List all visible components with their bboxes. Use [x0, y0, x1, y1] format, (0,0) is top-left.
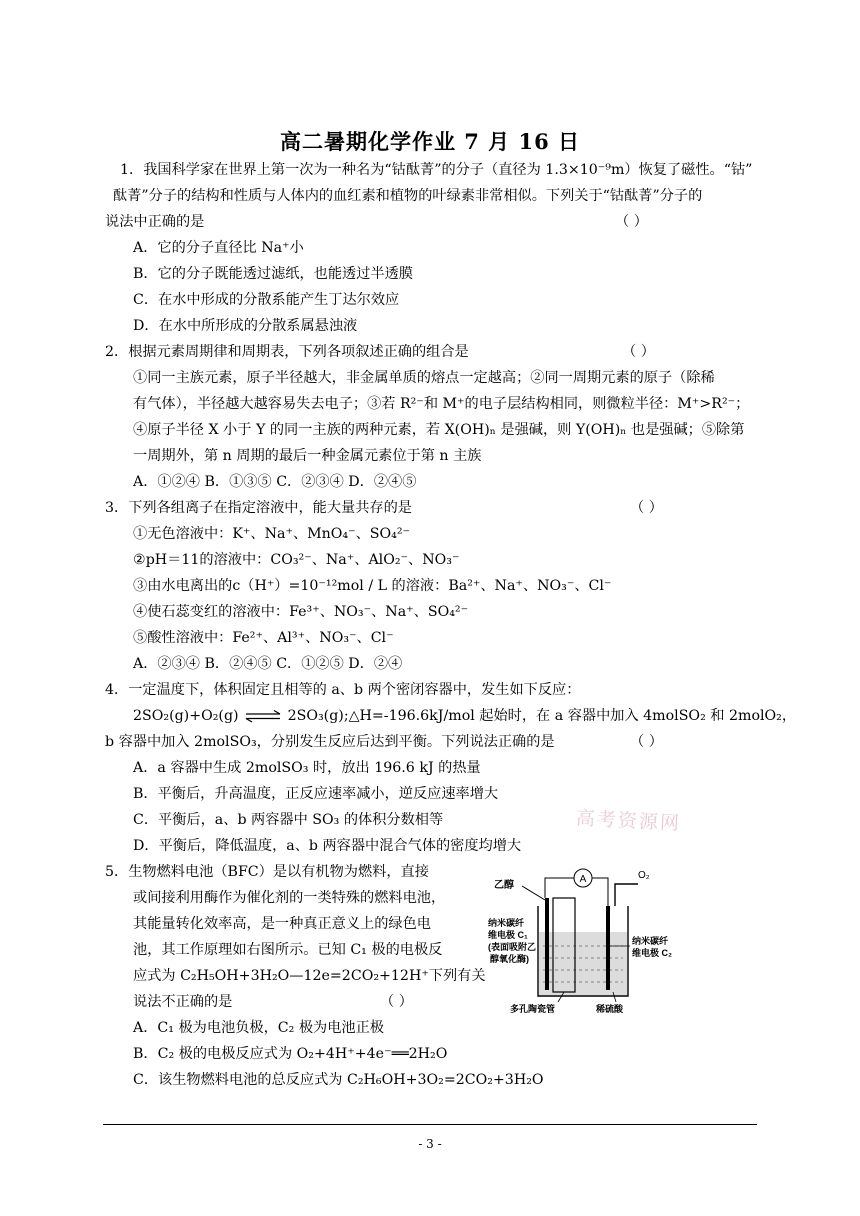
- q3-options: A．②③④ B．②④⑤ C．①②⑤ D．②④: [133, 656, 403, 672]
- q5-option-a: A．C₁ 极为电池负极，C₂ 极为电池正极: [133, 1020, 384, 1036]
- q4-option-d: D．平衡后，降低温度，a、b 两容器中混合气体的密度均增大: [133, 838, 522, 854]
- q5-line-5: 应式为 C₂H₅OH+3H₂O—12e=2CO₂+12H⁺下列有关: [133, 968, 486, 984]
- c2-label-line-1: 纳米碳纤: [632, 936, 669, 946]
- q4-line-1: 4．一定温度下，体积固定且相等的 a、b 两个密闭容器中，发生如下反应：: [105, 682, 581, 698]
- q5-option-b: B．C₂ 极的电极反应式为 O₂+4H⁺+4e⁻══2H₂O: [133, 1046, 448, 1062]
- porous-tube-label: 多孔陶瓷管: [510, 1004, 556, 1014]
- c2-label-line-2: 维电极 C₂: [632, 948, 672, 958]
- watermark: 高考资源网: [575, 807, 682, 835]
- q3-line-1: 3．下列各组离子在指定溶液中，能大量共存的是: [105, 500, 412, 516]
- c1-label-line-4: 醇氧化酶): [490, 954, 529, 964]
- q4-line-3: b 容器中加入 2molSO₃，分别发生反应后达到平衡。下列说法正确的是: [105, 734, 555, 750]
- q1-option-d: D．在水中所形成的分散系属悬浊液: [133, 318, 358, 334]
- q4-answer-paren: （ ）: [630, 734, 663, 750]
- q3-case-2: ②pH＝11的溶液中：CO₃²⁻、Na⁺、AlO₂⁻、NO₃⁻: [133, 552, 460, 568]
- q3-case-4: ④使石蕊变红的溶液中：Fe³⁺、NO₃⁻、Na⁺、SO₄²⁻: [133, 604, 469, 620]
- q1-line-2: 酞菁”分子的结构和性质与人体内的血红素和植物的叶绿素非常相似。下列关于“钴酞菁”分子的: [113, 188, 703, 204]
- q1-line-1: 1．我国科学家在世界上第一次为一种名为“钴酞菁”的分子（直径为 1.3×10⁻⁹m）恢复了磁性。“钴”: [120, 162, 753, 178]
- q5-answer-paren: （ ）: [380, 994, 413, 1010]
- q2-line-1: 2．根据元素周期律和周期表，下列各项叙述正确的组合是: [105, 344, 469, 360]
- q5-option-c: C．该生物燃料电池的总反应式为 C₂H₆OH+3O₂=2CO₂+3H₂O: [133, 1072, 544, 1088]
- q2-statement-1: ①同一主族元素，原子半径越大，非金属单质的熔点一定越高；②同一周期元素的原子（除稀: [133, 370, 715, 386]
- q1-option-a: A．它的分子直径比 Na⁺小: [133, 240, 304, 256]
- q5-line-4: 池，其工作原理如右图所示。已知 C₁ 极的电极反: [133, 942, 443, 958]
- page-title: 高二暑期化学作业 7 月 16 日: [279, 129, 581, 154]
- dilute-acid-label: 稀硫酸: [596, 1004, 624, 1014]
- equilibrium-arrow-icon: [243, 709, 283, 723]
- q1-line-3: 说法中正确的是: [105, 214, 205, 230]
- ammeter-label: A: [579, 874, 587, 885]
- q2-statement-4: 一周期外，第 n 周期的最后一种金属元素位于第 n 主族: [133, 448, 482, 464]
- q5-line-3: 其能量转化效率高，是一种真正意义上的绿色电: [133, 916, 431, 932]
- q3-answer-paren: （ ）: [630, 500, 663, 516]
- q4-option-c: C．平衡后，a、b 两容器中 SO₃ 的体积分数相等: [133, 812, 444, 828]
- footer-divider: [103, 1124, 757, 1125]
- q3-case-1: ①无色溶液中：K⁺、Na⁺、MnO₄⁻、SO₄²⁻: [133, 526, 411, 542]
- q2-statement-2: 有气体），半径越大越容易失去电子；③若 R²⁻和 M⁺的电子层结构相同，则微粒半径：M⁺>R²⁻；: [133, 396, 750, 412]
- q3-case-3: ③由水电离出的c（H⁺）=10⁻¹²mol / L 的溶液：Ba²⁺、Na⁺、NO₃⁻、Cl⁻: [133, 578, 612, 594]
- q4-option-b: B．平衡后，升高温度，正反应速率减小，逆反应速率增大: [133, 786, 499, 802]
- q2-options: A．①②④ B．①③⑤ C．②③④ D．②④⑤: [133, 474, 417, 490]
- c1-label-line-1: 纳米碳纤: [488, 918, 525, 928]
- q5-line-1: 5．生物燃料电池（BFC）是以有机物为燃料，直接: [105, 864, 429, 880]
- q1-answer-paren: （ ）: [615, 214, 648, 230]
- q2-statement-3: ④原子半径 X 小于 Y 的同一主族的两种元素，若 X(OH)ₙ 是强碱，则 Y(OH)ₙ 也是强碱；⑤除第: [133, 422, 745, 438]
- q3-case-5: ⑤酸性溶液中：Fe²⁺、Al³⁺、NO₃⁻、Cl⁻: [133, 630, 394, 646]
- ethanol-label: 乙醇: [494, 880, 514, 891]
- fuel-cell-diagram: [488, 866, 708, 1016]
- q4-option-a: A．a 容器中生成 2molSO₃ 时，放出 196.6 kJ 的热量: [133, 760, 481, 776]
- q1-option-c: C．在水中形成的分散系能产生丁达尔效应: [133, 292, 400, 308]
- q4-equation-right: 2SO₃(g);△H=-196.6kJ/mol 起始时，在 a 容器中加入 4molSO₂ 和 2molO₂，: [287, 708, 797, 724]
- c1-label-line-2: 维电极 C₁: [488, 930, 528, 940]
- q4-equation: [133, 706, 796, 726]
- page-number: - 3 -: [418, 1137, 442, 1151]
- q5-line-2: 或间接利用酶作为催化剂的一类特殊的燃料电池，: [133, 890, 446, 906]
- o2-label: O₂: [638, 870, 650, 881]
- c1-label-line-3: (表面吸附乙: [488, 942, 536, 952]
- q1-option-b: B．它的分子既能透过滤纸，也能透过半透膜: [133, 266, 413, 282]
- q2-answer-paren: （ ）: [622, 344, 655, 360]
- q4-equation-left: 2SO₂(g)+O₂(g): [133, 708, 239, 724]
- q5-line-6: 说法不正确的是: [133, 994, 233, 1010]
